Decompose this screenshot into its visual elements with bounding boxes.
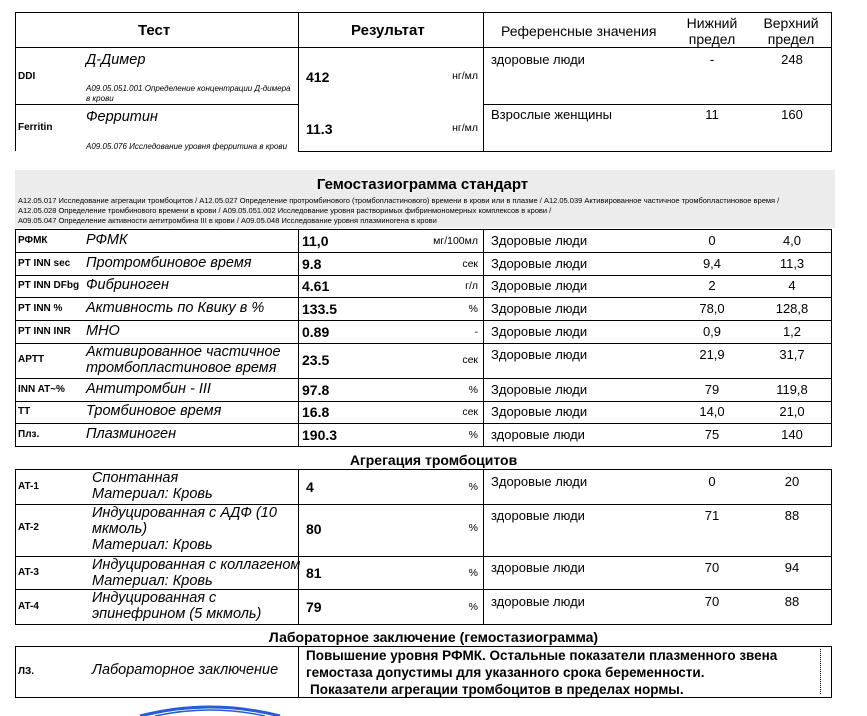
agg-row-name-2: мкмоль): [92, 521, 148, 537]
conclusion-line-1: Повышение уровня РФМК. Остальные показатели плазменного звена: [306, 648, 778, 663]
agg-row-high: 88: [784, 508, 800, 523]
hemo-row-unit: %: [468, 303, 478, 315]
agg-row-ref: здоровые люди: [491, 594, 585, 609]
hemo-row-high: 140: [781, 427, 803, 442]
hemo-row-low: 9,4: [702, 256, 722, 271]
agg-row-name-3: Материал: Кровь: [92, 537, 213, 553]
hemo-row-code: APTT: [18, 354, 45, 365]
hemo-row-low: 21,9: [699, 347, 725, 362]
agg-row-unit: %: [468, 522, 478, 534]
agg-row-low: 70: [704, 560, 720, 575]
hemo-row-value: 23.5: [302, 352, 330, 368]
hemo-row-ref: здоровые люди: [491, 427, 585, 442]
header-test: Тест: [138, 22, 171, 39]
agg-row-name-1: Индуцированная с: [92, 590, 217, 606]
ferritin-ref: Взрослые женщины: [491, 107, 612, 122]
agg-row-low: 0: [708, 474, 716, 489]
agg-row-code: AT-1: [18, 481, 39, 492]
hemo-row-name: Фибриноген: [86, 277, 169, 293]
hemo-row-value: 11,0: [302, 233, 329, 249]
hemo-row-name: Антитромбин - III: [86, 381, 211, 397]
hemo-title: Гемостазиограмма стандарт: [316, 176, 529, 193]
hemo-row-ref: Здоровые люди: [491, 404, 588, 419]
agg-row-value: 81: [306, 565, 322, 581]
agg-row-unit: %: [468, 601, 478, 613]
hemo-row-high: 11,3: [779, 256, 805, 271]
ddi-ref: здоровые люди: [491, 52, 585, 67]
hemo-row-unit: %: [468, 384, 478, 396]
hemo-desc-1: A12.05.017 Исследование агрегации тромбоцитов / A12.05.027 Определение протромбинового (тромбопластинового) времени в крови или в плазме / A12.05.039 Активированное частичное тромбопластиновое время /: [18, 196, 780, 205]
header-upper: Верхний предел: [763, 15, 819, 47]
ferritin-high: 160: [781, 107, 803, 122]
hemo-row-value: 0.89: [302, 324, 330, 340]
hemo-row-ref: Здоровые люди: [491, 256, 588, 271]
header-result: Результат: [351, 22, 425, 39]
ddi-code: DDI: [18, 71, 36, 82]
ddi-value: 412: [306, 69, 330, 85]
hemo-row-unit: сек: [462, 354, 478, 366]
hemo-row-code: PT INN INR: [18, 326, 71, 337]
hemo-row-name: Плазминоген: [86, 426, 177, 442]
conclusion-line-3: Показатели агрегации тромбоцитов в пределах нормы.: [310, 682, 684, 697]
agg-row-high: 94: [784, 560, 800, 575]
agg-row-name-2: эпинефрином (5 мкмоль): [92, 606, 262, 622]
ddi-unit: нг/мл: [452, 70, 478, 82]
ddi-high: 248: [781, 52, 803, 67]
ferritin-unit: нг/мл: [452, 122, 478, 134]
agg-row-name-1: Индуцированная с АДФ (10: [92, 505, 277, 521]
hemo-row-name: Активность по Квику в %: [86, 300, 265, 316]
header-lower: Нижний предел: [686, 15, 738, 47]
hemo-row-value: 16.8: [302, 404, 330, 420]
hemo-row-ref: Здоровые люди: [491, 278, 588, 293]
agg-row-unit: %: [468, 481, 478, 493]
hemo-row-value: 97.8: [302, 382, 330, 398]
conclusion-title: Лабораторное заключение (гемостазиограмма): [268, 629, 599, 645]
agg-row-unit: %: [468, 567, 478, 579]
ddi-name: Д-Димер: [86, 52, 146, 68]
hemo-row-high: 21,0: [779, 404, 805, 419]
hemo-row-high: 31,7: [779, 347, 805, 362]
hemo-row-unit: сек: [462, 258, 478, 270]
hemo-row-high: 128,8: [775, 301, 809, 316]
hemo-row-value: 133.5: [302, 301, 338, 317]
ddi-low: -: [709, 52, 715, 67]
hemo-desc-3: A09.05.047 Определение активности антитромбина III в крови / A09.05.048 Исследование уровня плазминогена в крови: [18, 216, 437, 225]
hemo-row-code: INN AT~%: [18, 384, 65, 395]
stamp-partial: [100, 700, 320, 716]
hemo-row-name: Протромбиновое время: [86, 255, 252, 271]
agg-row-high: 88: [784, 594, 800, 609]
hemo-row-ref: Здоровые люди: [491, 233, 588, 248]
agg-row-name-1: Индуцированная с коллагеном: [92, 557, 301, 573]
hemo-row-code: TT: [18, 406, 31, 417]
hemo-row-value: 4.61: [302, 278, 330, 294]
agg-row-low: 70: [704, 594, 720, 609]
hemo-row-low: 0,9: [702, 324, 722, 339]
hemo-row-low: 0: [708, 233, 716, 248]
hemo-row-name: РФМК: [86, 232, 128, 248]
agg-row-low: 71: [704, 508, 720, 523]
agg-row-name-2: Материал: Кровь: [92, 486, 213, 502]
agg-row-name-1: Спонтанная: [92, 470, 179, 486]
hemo-row-name: Активированное частичное тромбопластиновое время: [86, 344, 281, 376]
hemo-row-unit: г/л: [465, 280, 478, 292]
ferritin-desc: A09.05.076 Исследование уровня ферритина в крови: [86, 142, 288, 151]
hemo-row-value: 9.8: [302, 256, 322, 272]
agg-row-value: 80: [306, 521, 322, 537]
hemo-row-ref: Здоровые люди: [491, 347, 588, 362]
header-reference: Референсные значения: [501, 23, 657, 39]
hemo-row-low: 14,0: [699, 404, 725, 419]
ferritin-name: Ферритин: [86, 109, 158, 125]
hemo-row-high: 119,8: [776, 382, 808, 397]
hemo-row-name: Тромбиновое время: [86, 403, 222, 419]
ferritin-value: 11.3: [306, 121, 333, 137]
hemo-row-unit: сек: [462, 406, 478, 418]
hemo-row-low: 79: [704, 382, 720, 397]
hemo-row-low: 78,0: [699, 301, 725, 316]
agg-row-name-2: Материал: Кровь: [92, 573, 213, 589]
conclusion-name: Лабораторное заключение: [92, 662, 279, 678]
hemo-row-high: 4: [788, 278, 796, 293]
hemo-desc-2: A12.05.028 Определение тромбинового времени в крови / A09.05.051.002 Исследование уровня растворимых фибринмономерных комплексов в крови /: [18, 206, 552, 215]
agg-row-value: 79: [306, 599, 322, 615]
agg-row-code: AT-3: [18, 567, 39, 578]
conclusion-line-2: гемостаза допустимы для указанного срока беременности.: [306, 665, 705, 680]
hemo-row-code: РФМК: [18, 235, 48, 246]
hemo-row-ref: Здоровые люди: [491, 301, 588, 316]
hemo-row-ref: Здоровые люди: [491, 324, 588, 339]
hemo-row-low: 75: [704, 427, 720, 442]
agg-row-ref: здоровые люди: [491, 508, 585, 523]
agg-row-code: AT-2: [18, 522, 39, 533]
ferritin-low: 11: [705, 107, 719, 122]
hemo-row-ref: Здоровые люди: [491, 382, 588, 397]
agg-row-value: 4: [306, 479, 314, 495]
agg-row-ref: Здоровые люди: [491, 474, 588, 489]
hemo-row-code: PT INN %: [18, 303, 63, 314]
hemo-row-code: PT INN sec: [18, 258, 71, 269]
hemo-row-code: Плз.: [18, 429, 40, 440]
ferritin-code: Ferritin: [18, 122, 53, 133]
hemo-row-high: 4,0: [782, 233, 802, 248]
ddi-desc: A09.05.051.001 Определение концентрации Д-димера в крови: [86, 84, 291, 103]
hemo-row-unit: %: [468, 429, 478, 441]
hemo-row-unit: -: [474, 326, 478, 338]
hemo-row-name: МНО: [86, 323, 120, 339]
agg-row-high: 20: [784, 474, 800, 489]
agg-title: Агрегация тромбоцитов: [349, 452, 518, 468]
hemo-row-value: 190.3: [302, 427, 338, 443]
agg-row-code: AT-4: [18, 601, 39, 612]
hemo-row-high: 1,2: [782, 324, 802, 339]
conclusion-code: ЛЗ.: [18, 666, 35, 677]
hemo-row-code: PT INN DFbg: [18, 280, 80, 291]
hemo-row-unit: мг/100мл: [433, 235, 478, 247]
hemo-row-low: 2: [708, 278, 716, 293]
agg-row-ref: здоровые люди: [491, 560, 585, 575]
